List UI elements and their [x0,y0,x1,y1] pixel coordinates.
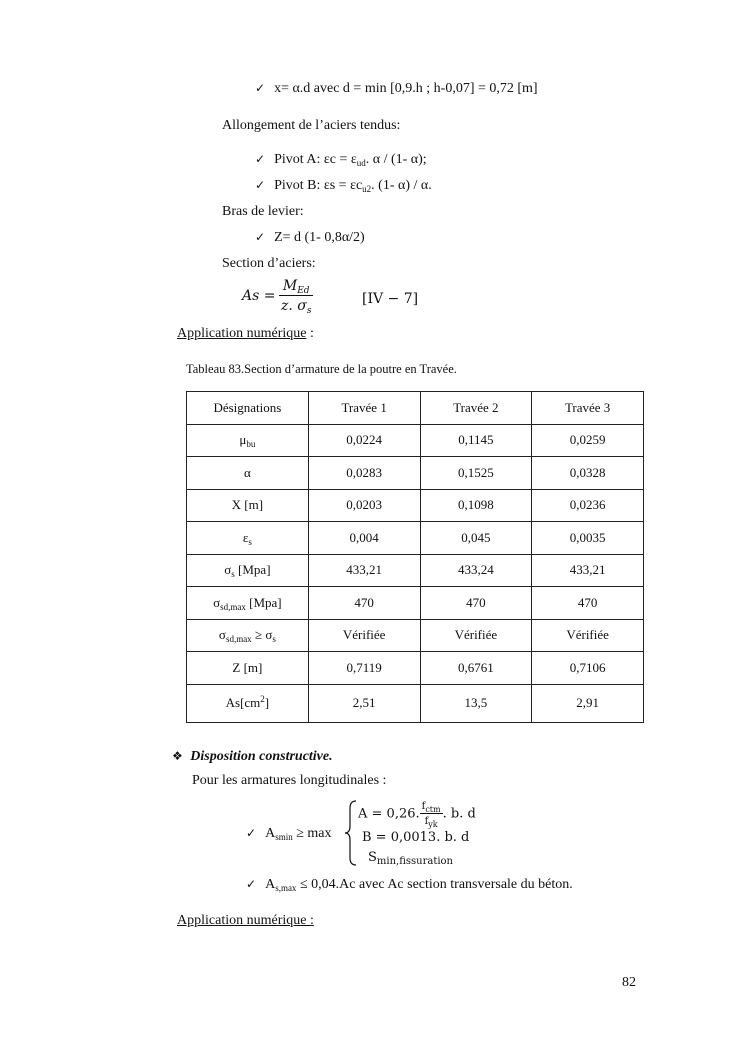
asmax-pre: A [265,877,276,892]
table-cell: 0,0283 [308,457,420,490]
table-cell: 433,24 [420,554,532,587]
label-sub: s [231,569,235,580]
table-cell: 0,7106 [532,652,644,685]
application-numerique-1 [177,326,314,342]
row-label [187,522,309,555]
label-tail: [Mpa] [234,562,271,578]
table-cell: 0,045 [420,522,532,555]
row-label [187,489,309,522]
case-c [368,850,453,865]
item-z-formula [255,230,365,246]
case-c-sub: min,fissuration [376,856,453,867]
as-num: M [282,278,298,294]
table-cell: 470 [308,587,420,620]
table-cell: 13,5 [420,684,532,722]
label-sub2: s [272,634,276,645]
label-sub: sd,max [225,634,252,645]
row-label [187,652,309,685]
item-x-definition [255,81,538,97]
disposition-heading [172,749,333,765]
table-row [187,587,644,620]
label-main: X [m] [231,497,264,513]
label-main: σ [224,562,232,578]
table-header-row [187,392,644,425]
disposition-title: Disposition constructive. [190,749,333,764]
checkmark-icon: ✓ [255,81,266,95]
z-formula-text: Z= d (1- 0,8α/2) [274,230,365,245]
checkmark-icon: ✓ [255,152,266,166]
table-cell: 470 [420,587,532,620]
label-sub: sd,max [220,601,246,612]
label-main: Z [m] [232,659,263,675]
case-a-num-sub: ctm [425,805,441,814]
case-a-den: f [424,816,429,827]
diamond-bullet-icon: ❖ [172,749,183,763]
table-row [187,684,644,722]
as-den-sub: s [306,306,312,316]
application-numerique-1-label: Application numérique [177,326,307,341]
table-cell: 0,1098 [420,489,532,522]
application-numerique-2: Application numérique : [177,913,314,928]
table-cell: 2,91 [532,684,644,722]
table-cell: 0,7119 [308,652,420,685]
row-label [187,587,309,620]
x-definition-text: x= α.d avec d = min [0,9.h ; h-0,07] = 0,72 [m] [274,81,538,96]
table-cell: 0,0328 [532,457,644,490]
table-cell: 2,51 [308,684,420,722]
checkmark-icon: ✓ [255,178,266,192]
table-cell: 0,004 [308,522,420,555]
case-c-pre: S [368,850,377,865]
pivot-b-pre: Pivot B: εs = εc [274,178,363,193]
item-asmin [246,826,332,842]
case-a-fraction [420,801,443,827]
pivot-b-post: . (1- α) / α. [371,178,432,193]
label-tail: ] [264,695,270,710]
table-cell: 433,21 [308,554,420,587]
label-sub: s [248,536,252,547]
label-sup: 2 [260,694,265,704]
as-equation-ref: [IV − 7] [362,291,419,307]
case-a-num: f [421,801,426,812]
row-label [187,554,309,587]
table-cell: 0,1525 [420,457,532,490]
label-main: μ [239,432,247,448]
table-row [187,619,644,652]
table-caption: Tableau 83.Section d’armature de la poutre en Travée. [186,362,457,376]
table-cell: 0,0236 [532,489,644,522]
as-formula [242,278,313,314]
header-cell: Travée 3 [532,392,644,425]
pivot-a-sub: ud [356,158,366,168]
label-sub: bu [246,439,256,450]
page-number: 82 [622,975,636,990]
asmin-post: ≥ max [292,826,332,841]
table-cell: 0,6761 [420,652,532,685]
table-cell: Vérifiée [308,619,420,652]
row-label [187,619,309,652]
row-label [187,424,309,457]
table-cell: 0,0035 [532,522,644,555]
table-cell: 0,0259 [532,424,644,457]
table-row [187,457,644,490]
table-cell: 433,21 [532,554,644,587]
pour-les-armatures: Pour les armatures longitudinales : [192,773,387,788]
table-row [187,554,644,587]
label-main: α [243,464,251,480]
case-a-post: . b. d [442,806,476,822]
table-cell: 0,1145 [420,424,532,457]
item-pivot-b [255,178,432,194]
asmax-post: ≤ 0,04.Ac avec Ac section transversale du béton. [296,877,573,892]
bras-heading: Bras de levier: [222,204,304,219]
table-row [187,424,644,457]
left-brace-icon [344,800,358,866]
case-a-den-sub: yk [428,820,438,829]
as-num-sub: Ed [297,286,310,296]
checkmark-icon: ✓ [246,826,257,840]
row-label [187,684,309,722]
item-pivot-a [255,152,427,168]
pivot-a-pre: Pivot A: εc = ε [274,152,357,167]
table-row [187,522,644,555]
asmin-pre: A [265,826,276,841]
table-row [187,652,644,685]
label-main: σ [218,627,226,643]
table-cell: 0,0203 [308,489,420,522]
as-fraction [279,278,313,314]
label-main: σ [213,594,221,610]
table-cell: 0,0224 [308,424,420,457]
pivot-b-sub: u2 [362,184,372,194]
header-cell: Désignations [187,392,309,425]
item-asmax [246,877,573,893]
header-cell: Travée 1 [308,392,420,425]
allongement-heading: Allongement de l’aciers tendus: [222,118,401,133]
label-tail: ≥ σ [251,627,273,643]
header-cell: Travée 2 [420,392,532,425]
case-b: B = 0,0013. b. d [362,830,470,845]
asmin-sub: smin [275,832,293,842]
as-lhs: As = [242,288,276,304]
asmax-sub: s,max [275,883,297,893]
checkmark-icon: ✓ [255,230,266,244]
label-main: ε [242,529,249,545]
checkmark-icon: ✓ [246,877,257,891]
table-cell: 470 [532,587,644,620]
label-main: As[cm [225,695,261,710]
table-cell: Vérifiée [420,619,532,652]
armature-table [186,391,644,723]
label-tail: [Mpa] [245,594,282,610]
table-cell: Vérifiée [532,619,644,652]
pivot-a-post: . α / (1- α); [365,152,427,167]
application-numerique-1-colon: : [306,326,314,341]
case-a-pre: A = 0,26. [358,806,420,822]
as-den: z. σ [280,298,307,314]
table-row [187,489,644,522]
section-heading: Section d’aciers: [222,256,316,271]
case-a [358,801,476,827]
row-label [187,457,309,490]
